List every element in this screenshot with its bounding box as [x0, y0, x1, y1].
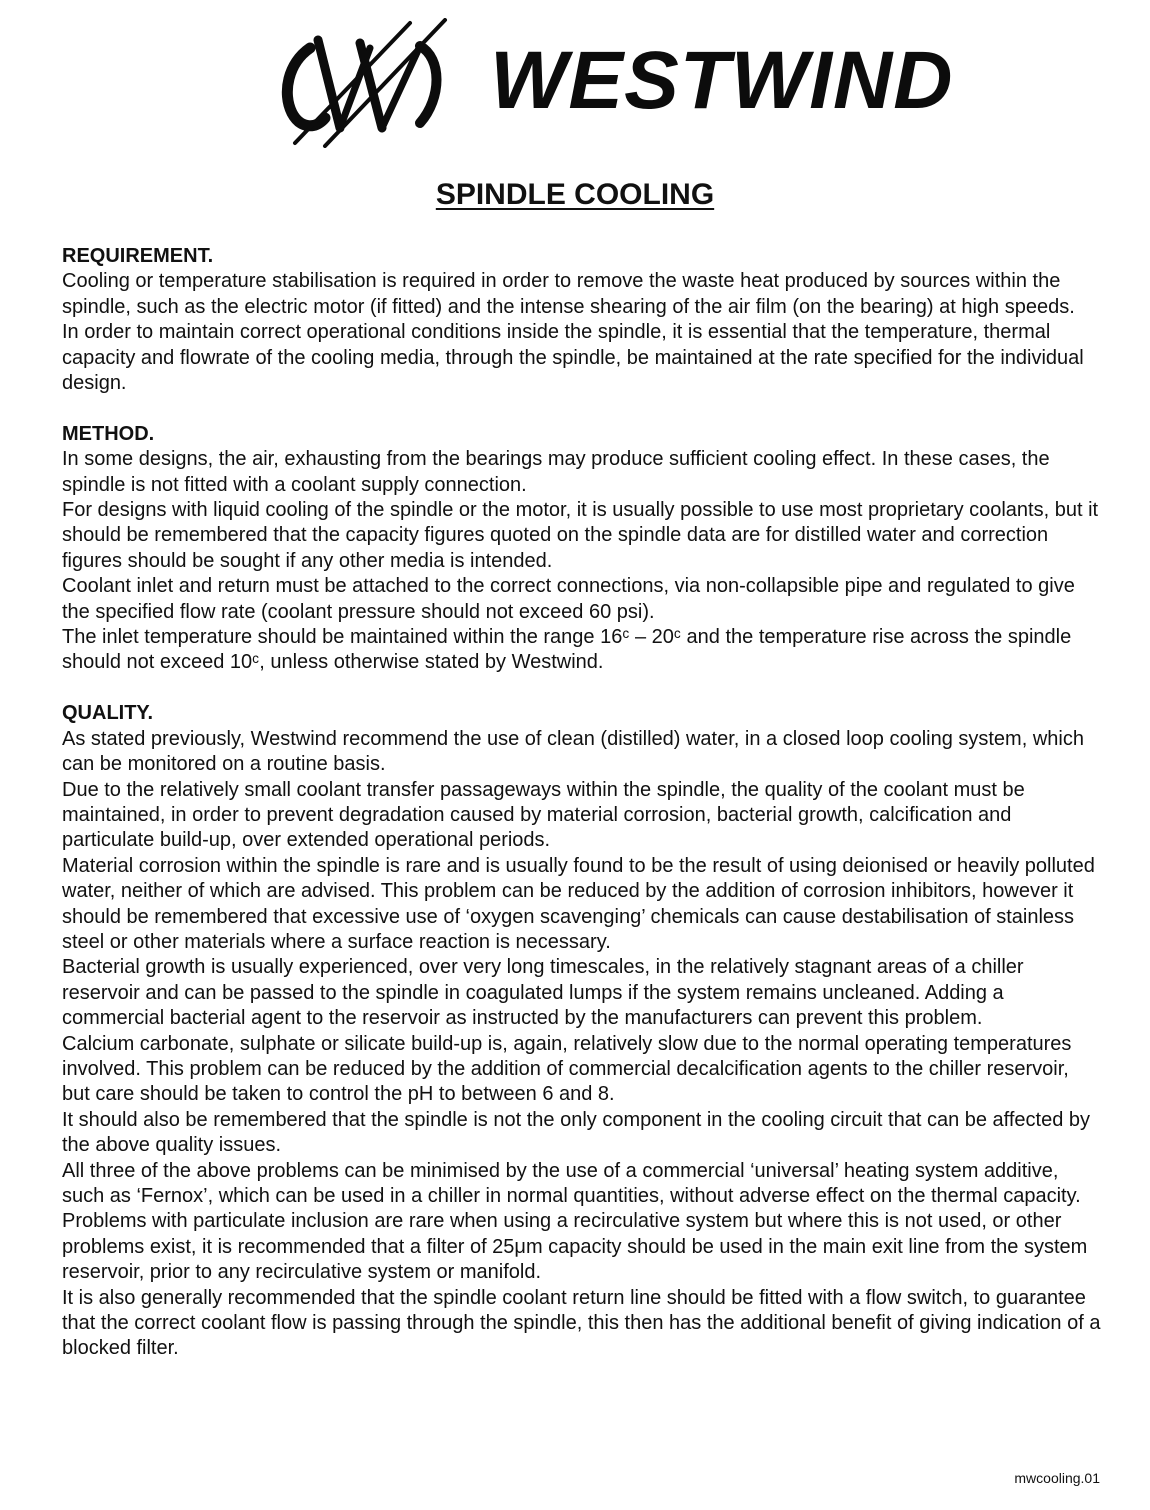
paragraph: For designs with liquid cooling of the spindle or the motor, it is usually possible to use most proprietary coolants, but it should be remembered that the capacity figures quoted on the spindle data are for distilled water and correction figures should be sought if any other media is intended. [62, 499, 1099, 572]
paragraph: All three of the above problems can be minimised by the use of a commercial ‘universal’ heating system additive, such as ‘Fernox’, which can be used in a chiller in normal quantities, without adverse effect on the thermal capacity. [62, 1159, 1081, 1207]
section-requirement [62, 244, 1102, 396]
section-heading: QUALITY. [62, 702, 154, 725]
paragraph: It should also be remembered that the spindle is not the only component in the cooling circuit that can be affected by the above quality issues. [62, 1108, 1091, 1157]
document-body [62, 244, 1102, 1387]
page-title: SPINDLE COOLING [435, 178, 715, 211]
paragraph: Problems with particulate inclusion are rare when using a recirculative system but where this is not used, or other problems exist, it is recommended that a filter of 25μm capacity should be used in the main exit line from the system reservoir, prior to any recirculative system or manifold. [62, 1210, 1088, 1284]
paragraph: Material corrosion within the spindle is rare and is usually found to be the result of using deionised or heavily polluted water, neither of which are advised. This problem can be reduced by the addition of corrosion inhibitors, however it should be remembered that excessive use of ‘oxygen scavenging’ chemicals can cause destabilisation of stainless steel or other materials where a surface reaction is necessary. [62, 854, 1095, 953]
paragraph: Bacterial growth is usually experienced, over very long timescales, in the relatively stagnant areas of a chiller reservoir and can be passed to the spindle in coagulated lumps if the system remains uncleaned. Adding a commercial bacterial agent to the reservoir as instructed by the manufacturers can prevent this problem. [62, 956, 1024, 1030]
section-heading: REQUIREMENT. [62, 245, 214, 267]
paragraph: As stated previously, Westwind recommend the use of clean (distilled) water, in a closed loop cooling system, which can be monitored on a routine basis. [62, 727, 1084, 776]
document-reference: mwcooling.01 [1014, 1470, 1100, 1486]
paragraph: Cooling or temperature stabilisation is required in order to remove the waste heat produced by sources within the spindle, such as the electric motor (if fitted) and the intense shearing of the air film (on the bearing) at high speeds. [62, 270, 1075, 318]
paragraph: Due to the relatively small coolant transfer passageways within the spindle, the quality of the coolant must be maintained, in order to prevent degradation caused by material corrosion, bacterial growth, calcification and particulate build-up, over extended operational periods. [62, 778, 1025, 852]
section-quality [62, 701, 1102, 1362]
brand-name: WESTWIND [490, 35, 954, 126]
westwind-w-logo-icon [270, 18, 470, 148]
paragraph: In some designs, the air, exhausting from the bearings may produce sufficient cooling effect. In these cases, the spindle is not fitted with a coolant supply connection. [62, 448, 1050, 496]
section-method [62, 422, 1102, 676]
paragraph: In order to maintain correct operational conditions inside the spindle, it is essential that the temperature, thermal capacity and flowrate of the cooling media, through the spindle, be maintained at the rate specified for the individual design. [62, 321, 1084, 395]
document-header [270, 18, 970, 148]
section-heading: METHOD. [62, 422, 155, 445]
paragraph: It is also generally recommended that the spindle coolant return line should be fitted with a flow switch, to guarantee that the correct coolant flow is passing through the spindle, this then has the additional benefit of giving indication of a blocked filter. [62, 1286, 1101, 1360]
paragraph: The inlet temperature should be maintained within the range 16ᶜ – 20ᶜ and the temperature rise across the spindle should not exceed 10ᶜ, unless otherwise stated by Westwind. [62, 626, 1072, 674]
paragraph: Calcium carbonate, sulphate or silicate build-up is, again, relatively slow due to the normal operating temperatures involved. This problem can be reduced by the addition of commercial decalcification agents to the chiller reservoir, but care should be taken to control the pH to between 6 and 8. [62, 1032, 1072, 1106]
paragraph: Coolant inlet and return must be attached to the correct connections, via non-collapsible pipe and regulated to give the specified flow rate (coolant pressure should not exceed 60 psi). [62, 575, 1075, 623]
